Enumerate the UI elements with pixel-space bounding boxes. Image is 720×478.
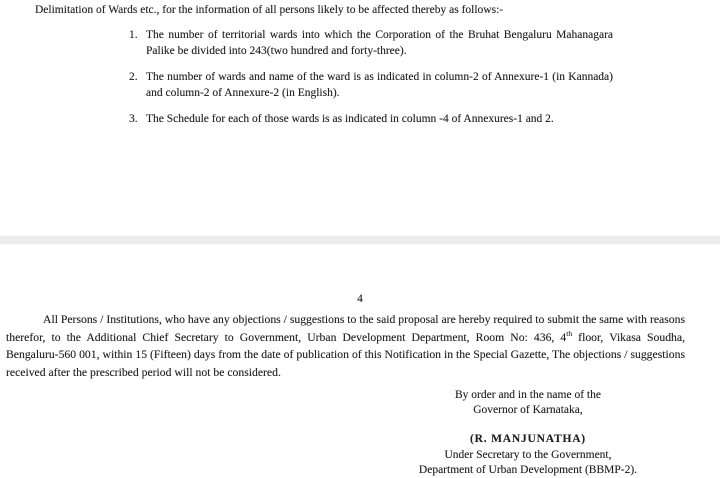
objections-text-after-ordinal: floor, Vikasa Soudha, Bengaluru-560 001, within 15 (Fifteen) days from the date of publication of this Notification in the Special Gazette, The objections / suggestions received after the prescribed period will not be considered. [6,330,686,379]
signature-block [358,388,698,478]
signature-authority-line-1: By order and in the name of the [455,389,601,401]
signature-spacer [358,418,698,432]
list-item [129,69,613,101]
list-item-number: 3. [129,113,138,125]
signatory-name: (R. MANJUNATHA) [470,433,586,446]
list-item-number: 2. [129,71,138,83]
list-item [129,27,613,59]
list-item-text: The number of territorial wards into which the Corporation of the Bruhat Bengaluru Mahanagara Palike be divided into 243(two hundred and forty-three). [146,29,613,57]
signatory-title-line-2: Department of Urban Development (BBMP-2). [418,463,638,476]
intro-paragraph: Delimitation of Wards etc., for the information of all persons likely to be affected thereby as follows:- [35,4,504,16]
objections-text-before-ordinal: All Persons / Institutions, who have any objections / suggestions to the said proposal are hereby required to submit the same with reasons therefor, to the Additional Chief Secretary to Government, Urban Development Department, Room No: 436, 4 [6,313,685,344]
list-item-text: The number of wards and name of the ward is as indicated in column-2 of Annexure-1 (in Kannada) and column-2 of Annexure-2 (in English). [146,71,613,99]
signatory-title-line-1: Under Secretary to the Government, [444,448,612,461]
list-item-text: The Schedule for each of those wards is as indicated in column -4 of Annexures-1 and 2. [146,113,554,125]
list-item-number: 1. [129,29,138,41]
page-separator [0,235,720,245]
page-number: 4 [357,293,363,305]
list-item [129,111,613,127]
signature-authority-line-2: Governor of Karnataka, [473,404,583,417]
objections-paragraph [6,311,685,381]
ordinal-superscript: th [566,328,573,338]
numbered-list [129,27,613,137]
